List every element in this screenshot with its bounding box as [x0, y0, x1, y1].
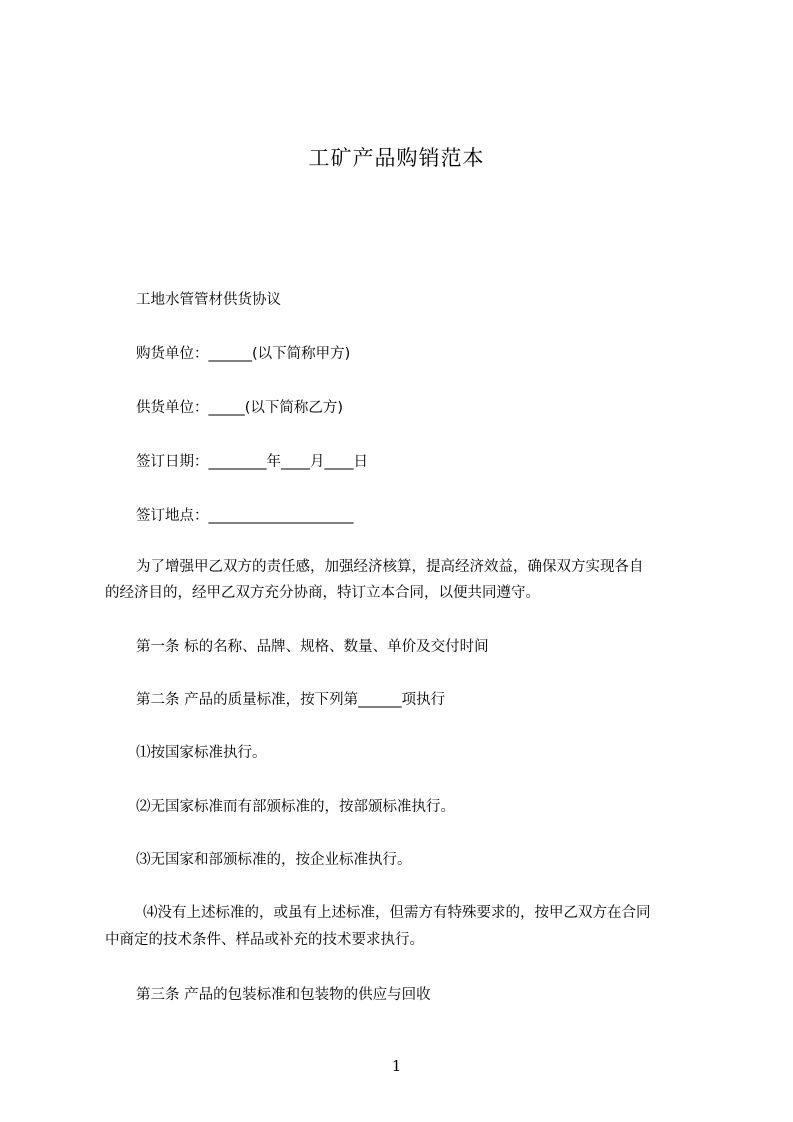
- sign-place-line: 签订地点：____________________: [136, 508, 354, 524]
- quality-item-4-line-2: 中商定的技术条件、样品或补充的技术要求执行。: [105, 932, 424, 948]
- quality-item-1: ⑴按国家标准执行。: [136, 745, 267, 761]
- seller-line: 供货单位：_____(以下简称乙方): [136, 400, 344, 416]
- quality-item-3: ⑶无国家和部颁标准的，按企业标准执行。: [136, 852, 412, 868]
- intro-paragraph-line-1: 为了增强甲乙双方的责任感，加强经济核算，提高经济效益，确保双方实现各自: [136, 559, 644, 575]
- agreement-subtitle: 工地水管管材供货协议: [136, 292, 281, 308]
- quality-item-2: ⑵无国家标准而有部颁标准的，按部颁标准执行。: [136, 799, 455, 815]
- page-number: 1: [391, 1057, 402, 1075]
- article-3: 第三条 产品的包装标准和包装物的供应与回收: [136, 987, 431, 1003]
- buyer-line: 购货单位：______(以下简称甲方): [136, 346, 351, 362]
- document-title: 工矿产品购销范本: [308, 146, 485, 170]
- intro-paragraph-line-2: 的经济目的，经甲乙双方充分协商，特订立本合同，以便共同遵守。: [105, 585, 540, 601]
- sign-date-line: 签订日期：________年____月____日: [136, 454, 368, 470]
- article-1: 第一条 标的名称、品牌、规格、数量、单价及交付时间: [136, 639, 489, 655]
- quality-item-4-line-1: ⑷没有上述标准的，或虽有上述标准，但需方有特殊要求的，按甲乙双方在合同: [143, 905, 651, 921]
- article-2: 第二条 产品的质量标准，按下列第______项执行: [136, 692, 446, 708]
